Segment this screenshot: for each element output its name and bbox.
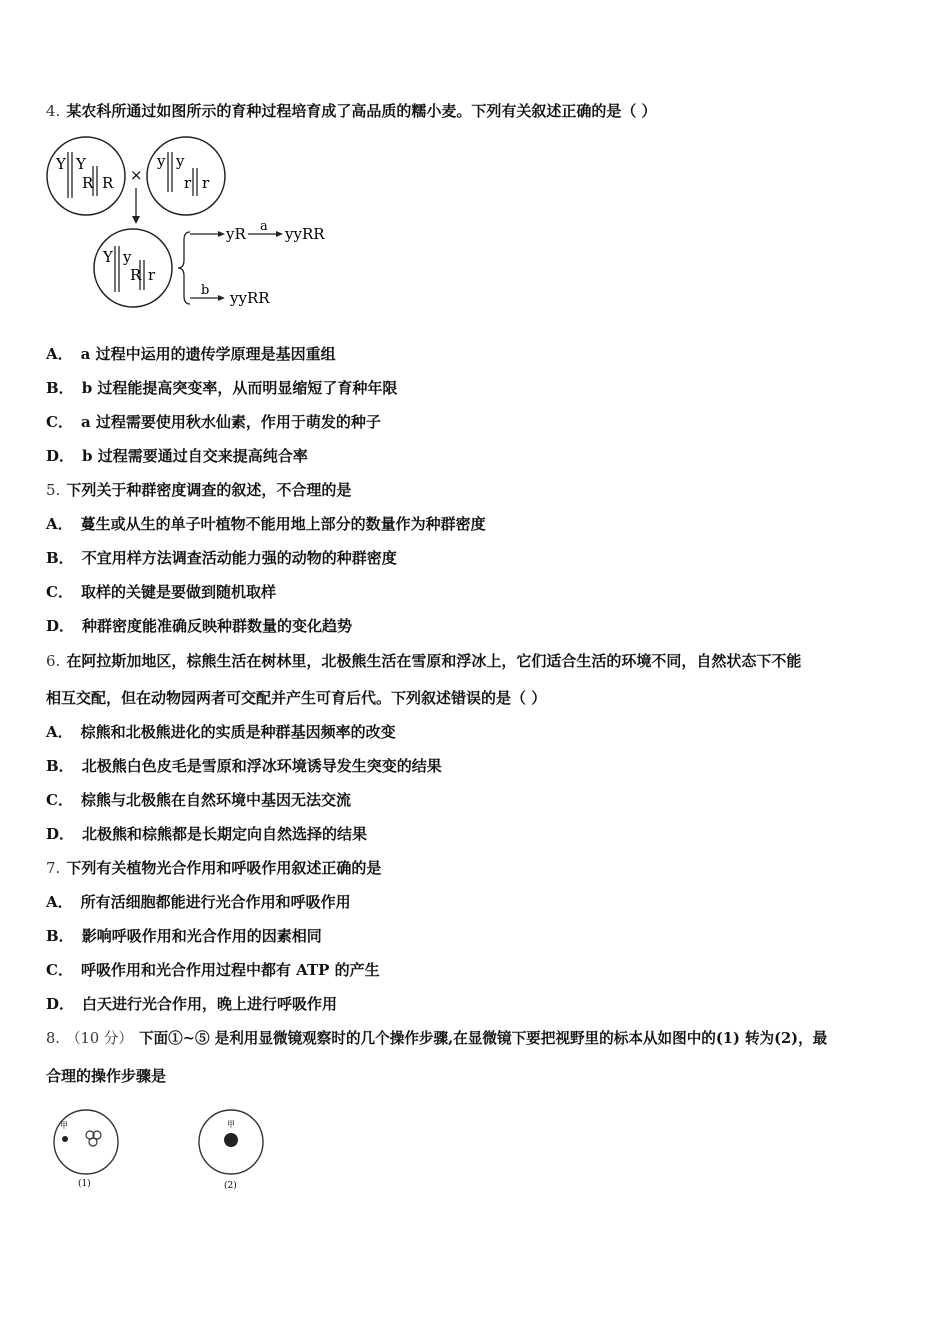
- branch-a-end: yyRR: [285, 225, 325, 243]
- option-letter: D．: [46, 447, 75, 465]
- q7-stem: [46, 858, 381, 878]
- q8-text-line1: 下面①~⑤ 是利用显微镜观察时的几个操作步骤,在显微镜下要把视野里的标本从如图中的(1) 转为(2)，最: [138, 1030, 828, 1047]
- option-text: 北极熊白色皮毛是雪原和浮冰环境诱导发生突变的结果: [81, 757, 442, 775]
- option-text: 棕熊与北极熊在自然环境中基因无法交流: [80, 791, 351, 809]
- option-letter: B．: [46, 927, 74, 945]
- option-letter: D．: [46, 825, 75, 843]
- option-letter: B．: [46, 549, 74, 567]
- q7-number: 7.: [46, 859, 61, 877]
- q6-option-d[interactable]: [46, 824, 367, 844]
- q6-number: 6.: [46, 652, 61, 670]
- option-text: b 过程能提高突变率，从而明显缩短了育种年限: [81, 379, 398, 397]
- q7-option-b[interactable]: [46, 926, 322, 946]
- cross-symbol: ×: [130, 166, 143, 184]
- q4-text: 某农科所通过如图所示的育种过程培育成了高品质的糯小麦。下列有关叙述正确的是（ ）: [66, 102, 657, 120]
- q5-option-c[interactable]: [46, 582, 276, 602]
- q8-score: （10 分）: [65, 1030, 133, 1047]
- q4-option-b[interactable]: [46, 378, 397, 398]
- q7-text: 下列有关植物光合作用和呼吸作用叙述正确的是: [66, 859, 382, 877]
- option-letter: A．: [46, 893, 73, 911]
- parent1-gene-bottom: R: [82, 174, 94, 192]
- view1-caption: (1): [78, 1179, 91, 1189]
- microscope-view-1: [54, 1110, 118, 1189]
- q6-option-c[interactable]: [46, 790, 351, 810]
- branch-a-start: yR: [226, 225, 246, 243]
- option-letter: C．: [46, 583, 73, 601]
- option-text: 取样的关键是要做到随机取样: [80, 583, 276, 601]
- parent2-gene-top-r: y: [176, 152, 185, 170]
- option-letter: C．: [46, 961, 73, 979]
- q5-option-a[interactable]: [46, 514, 486, 534]
- branch-brace: [178, 232, 190, 304]
- f1-gene-bottom-r: r: [148, 266, 156, 284]
- option-letter: B．: [46, 379, 74, 397]
- q8-number: 8.: [46, 1030, 60, 1047]
- q5-stem: [46, 480, 351, 500]
- parent1-gene-bottom-r: R: [102, 174, 114, 192]
- option-letter: B．: [46, 757, 74, 775]
- option-text: 种群密度能准确反映种群数量的变化趋势: [82, 617, 353, 635]
- option-letter: C．: [46, 791, 73, 809]
- option-letter: A．: [46, 345, 73, 363]
- q6-option-b[interactable]: [46, 756, 442, 776]
- option-letter: D．: [46, 995, 75, 1013]
- option-letter: A．: [46, 723, 73, 741]
- option-text: 蔓生或从生的单子叶植物不能用地上部分的数量作为种群密度: [80, 515, 486, 533]
- parent1-cell: [47, 137, 125, 215]
- q6-stem-line1: [46, 651, 801, 671]
- q5-option-b[interactable]: [46, 548, 397, 568]
- q4-breeding-diagram: [44, 136, 344, 316]
- branch-b-label: b: [201, 283, 210, 298]
- q4-option-a[interactable]: [46, 344, 336, 364]
- option-text: 白天进行光合作用，晚上进行呼吸作用: [82, 995, 338, 1013]
- q8-microscope-figure: [48, 1106, 278, 1196]
- branch-b-end: yyRR: [230, 289, 270, 307]
- option-text: 棕熊和北极熊进化的实质是种群基因频率的改变: [80, 723, 396, 741]
- branch-a-label: a: [260, 219, 268, 234]
- option-text: 影响呼吸作用和光合作用的因素相同: [81, 927, 322, 945]
- q6-text-line1: 在阿拉斯加地区，棕熊生活在树林里，北极熊生活在雪原和浮冰上，它们适合生活的环境不同，自然状态下不能: [66, 652, 802, 670]
- f1-cell: [94, 229, 172, 307]
- view2-caption: (2): [224, 1181, 237, 1191]
- q4-stem: [46, 101, 657, 121]
- q7-option-d[interactable]: [46, 994, 337, 1014]
- q6-text-line2: 相互交配，但在动物园两者可交配并产生可育后代。下列叙述错误的是（ ）: [46, 689, 547, 707]
- q7-option-a[interactable]: [46, 892, 351, 912]
- q8-text-line2: 合理的操作步骤是: [46, 1067, 167, 1085]
- parent1-gene-top-r: Y: [76, 155, 86, 173]
- microscope-view-2: [199, 1110, 263, 1191]
- q8-stem-line2: [46, 1066, 166, 1086]
- f1-gene-top-r: y: [123, 248, 132, 266]
- parent1-gene-top: Y: [56, 155, 66, 173]
- view2-label: 甲: [227, 1120, 235, 1129]
- q7-option-c[interactable]: [46, 960, 380, 980]
- option-text: 北极熊和棕熊都是长期定向自然选择的结果: [82, 825, 368, 843]
- option-letter: C．: [46, 413, 73, 431]
- parent2-gene-bottom: r: [184, 174, 192, 192]
- option-text: 所有活细胞都能进行光合作用和呼吸作用: [80, 893, 351, 911]
- q4-number: 4.: [46, 102, 61, 120]
- option-text: a 过程需要使用秋水仙素，作用于萌发的种子: [80, 413, 381, 431]
- q5-number: 5.: [46, 481, 61, 499]
- f1-gene-top: Y: [103, 248, 113, 266]
- view1-label: 甲: [60, 1121, 68, 1130]
- q4-option-d[interactable]: [46, 446, 308, 466]
- q6-option-a[interactable]: [46, 722, 396, 742]
- parent2-gene-top: y: [157, 152, 166, 170]
- q6-stem-line2: [46, 688, 546, 708]
- option-text: 呼吸作用和光合作用过程中都有 ATP 的产生: [80, 961, 380, 979]
- parent2-cell: [147, 137, 225, 215]
- option-letter: A．: [46, 515, 73, 533]
- option-letter: D．: [46, 617, 75, 635]
- q5-text: 下列关于种群密度调查的叙述，不合理的是: [66, 481, 352, 499]
- q5-option-d[interactable]: [46, 616, 352, 636]
- option-text: b 过程需要通过自交来提高纯合率: [82, 447, 308, 465]
- option-text: 不宜用样方法调查活动能力强的动物的种群密度: [81, 549, 397, 567]
- q8-stem-line1: [46, 1029, 827, 1049]
- q4-option-c[interactable]: [46, 412, 381, 432]
- option-text: a 过程中运用的遗传学原理是基因重组: [80, 345, 336, 363]
- parent2-gene-bottom-r: r: [202, 174, 210, 192]
- f1-gene-bottom: R: [130, 266, 142, 284]
